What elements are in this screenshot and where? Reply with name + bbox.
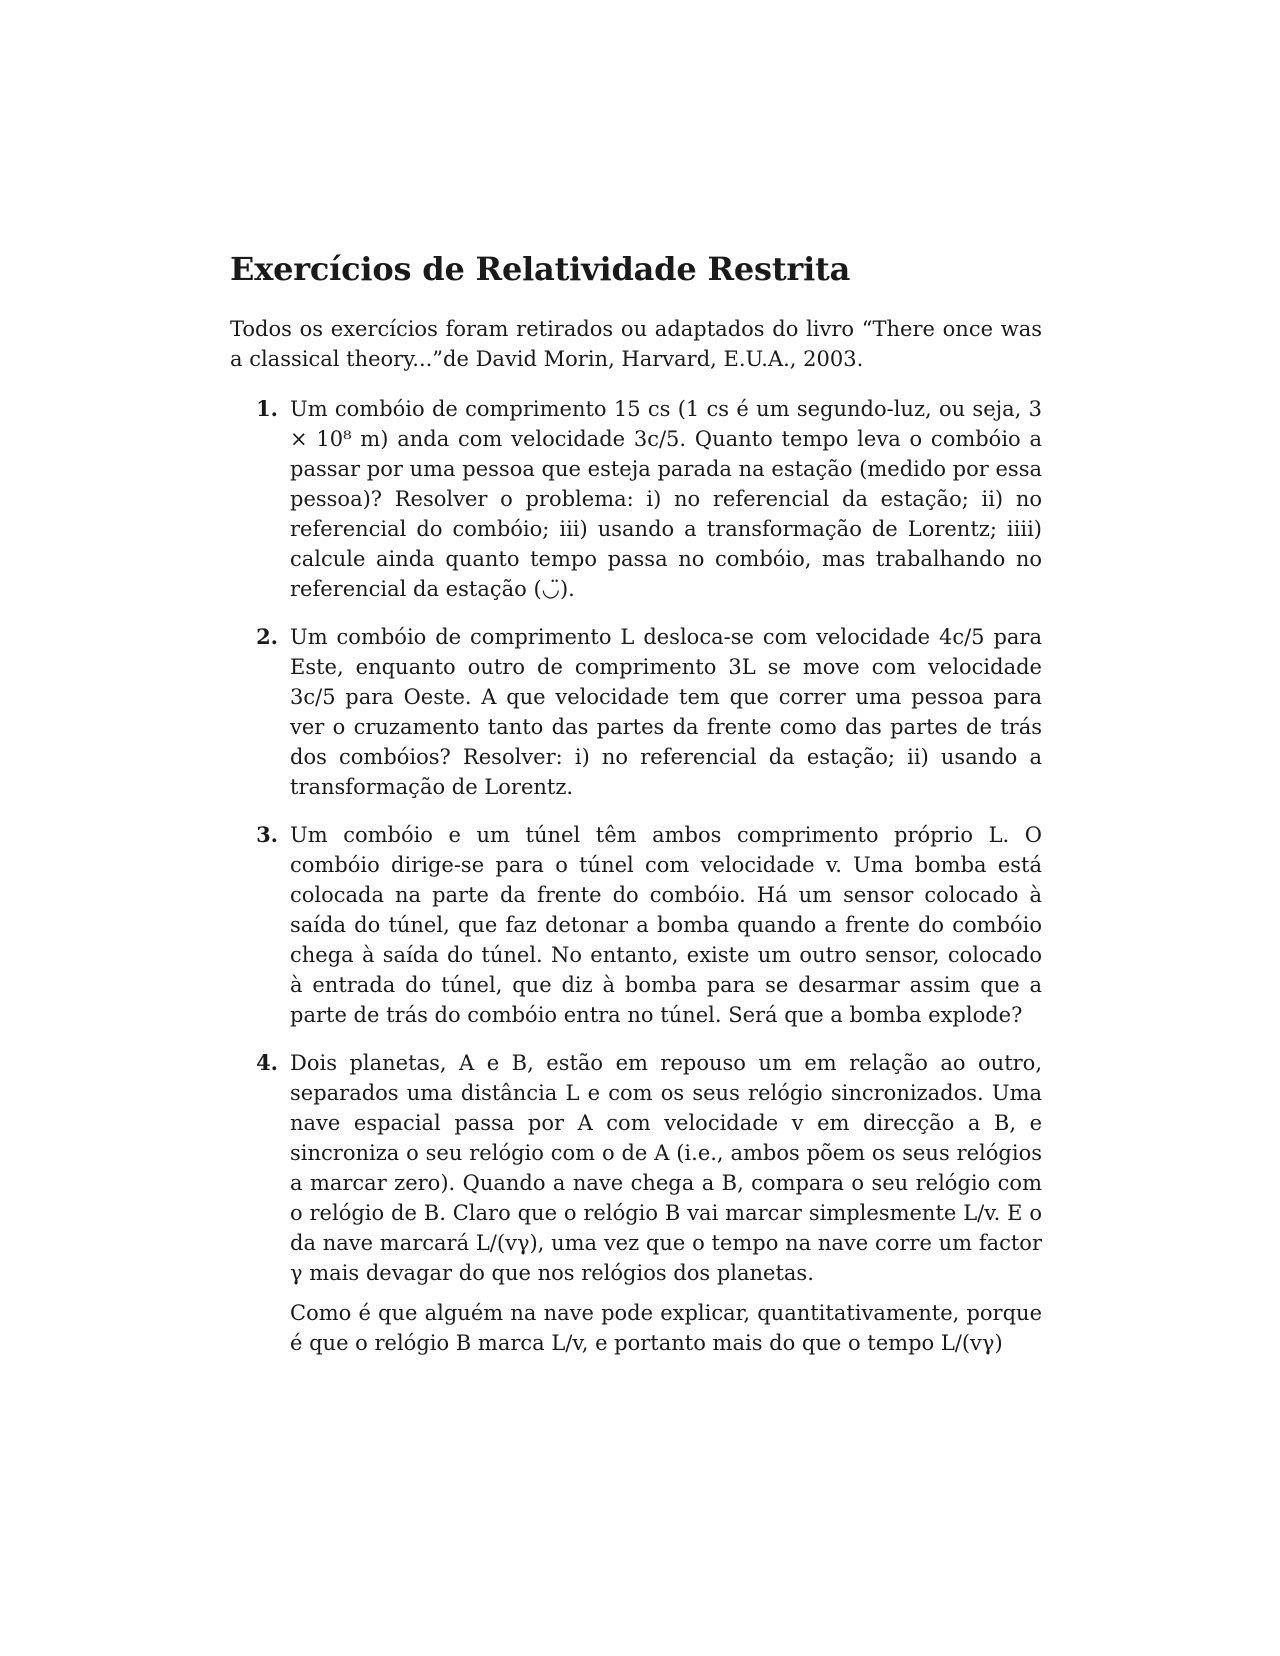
exercise-text: Dois planetas, A e B, estão em repouso um em relação ao outro, separados uma distância L e com os seus relógio sincronizados. Uma nave espacial passa por A com velocidade v em direcção a B, e sincroniza o seu relógio com o de A (i.e., ambos põem os seus relógios a marcar zero). Quando a nave chega a B, compara o seu relógio com o relógio de B. Claro que o relógio B vai marcar simplesmente L/v. E o da nave marcará L/(vγ), uma vez que o tempo na nave corre um factor γ mais devagar do que nos relógios dos planetas. (290, 1051, 1042, 1286)
exercise-item (230, 1048, 1042, 1358)
exercise-body (290, 394, 1042, 604)
exercise-text-continued: Como é que alguém na nave pode explicar, quantitativamente, porque é que o relógio B marca L/v, e portanto mais do que o tempo L/(vγ) (290, 1301, 1042, 1356)
exercise-text: Um combóio e um túnel têm ambos comprimento próprio L. O combóio dirige-se para o túnel com velocidade v. Uma bomba está colocada na parte da frente do combóio. Há um sensor colocado à saída do túnel, que faz detonar a bomba quando a frente do combóio chega à saída do túnel. No entanto, existe um outro sensor, colocado à entrada do túnel, que diz à bomba para se desarmar assim que a parte de trás do combóio entra no túnel. Será que a bomba explode? (290, 823, 1042, 1028)
document-page (230, 250, 1042, 1376)
exercise-body (290, 1048, 1042, 1358)
exercise-body (290, 622, 1042, 802)
exercise-item (230, 622, 1042, 802)
exercise-body (290, 820, 1042, 1030)
page-title: Exercícios de Relatividade Restrita (230, 250, 851, 288)
exercise-item (230, 394, 1042, 604)
exercise-item (230, 820, 1042, 1030)
exercise-number: 2. (256, 624, 278, 650)
exercise-text: Um combóio de comprimento L desloca-se com velocidade 4c/5 para Este, enquanto outro de comprimento 3L se move com velocidade 3c/5 para Oeste. A que velocidade tem que correr uma pessoa para ver o cruzamento tanto das partes da frente como das partes de trás dos combóios? Resolver: i) no referencial da estação; ii) usando a transformação de Lorentz. (290, 625, 1042, 800)
exercise-number: 4. (256, 1050, 278, 1076)
intro-paragraph: Todos os exercícios foram retirados ou adaptados do livro “There once was a classical theory...”de David Morin, Harvard, E.U.A., 2003. (230, 317, 1042, 372)
exercise-number: 1. (256, 396, 278, 422)
exercise-text: Um combóio de comprimento 15 cs (1 cs é um segundo-luz, ou seja, 3 × 10⁸ m) anda com velocidade 3c/5. Quanto tempo leva o combóio a passar por uma pessoa que esteja parada na estação (medido por essa pessoa)? Resolver o problema: i) no referencial da estação; ii) no referencial do combóio; iii) usando a transformação de Lorentz; iiii) calcule ainda quanto tempo passa no combóio, mas trabalhando no referencial da estação (◡̈). (290, 397, 1042, 602)
exercise-number: 3. (256, 822, 278, 848)
